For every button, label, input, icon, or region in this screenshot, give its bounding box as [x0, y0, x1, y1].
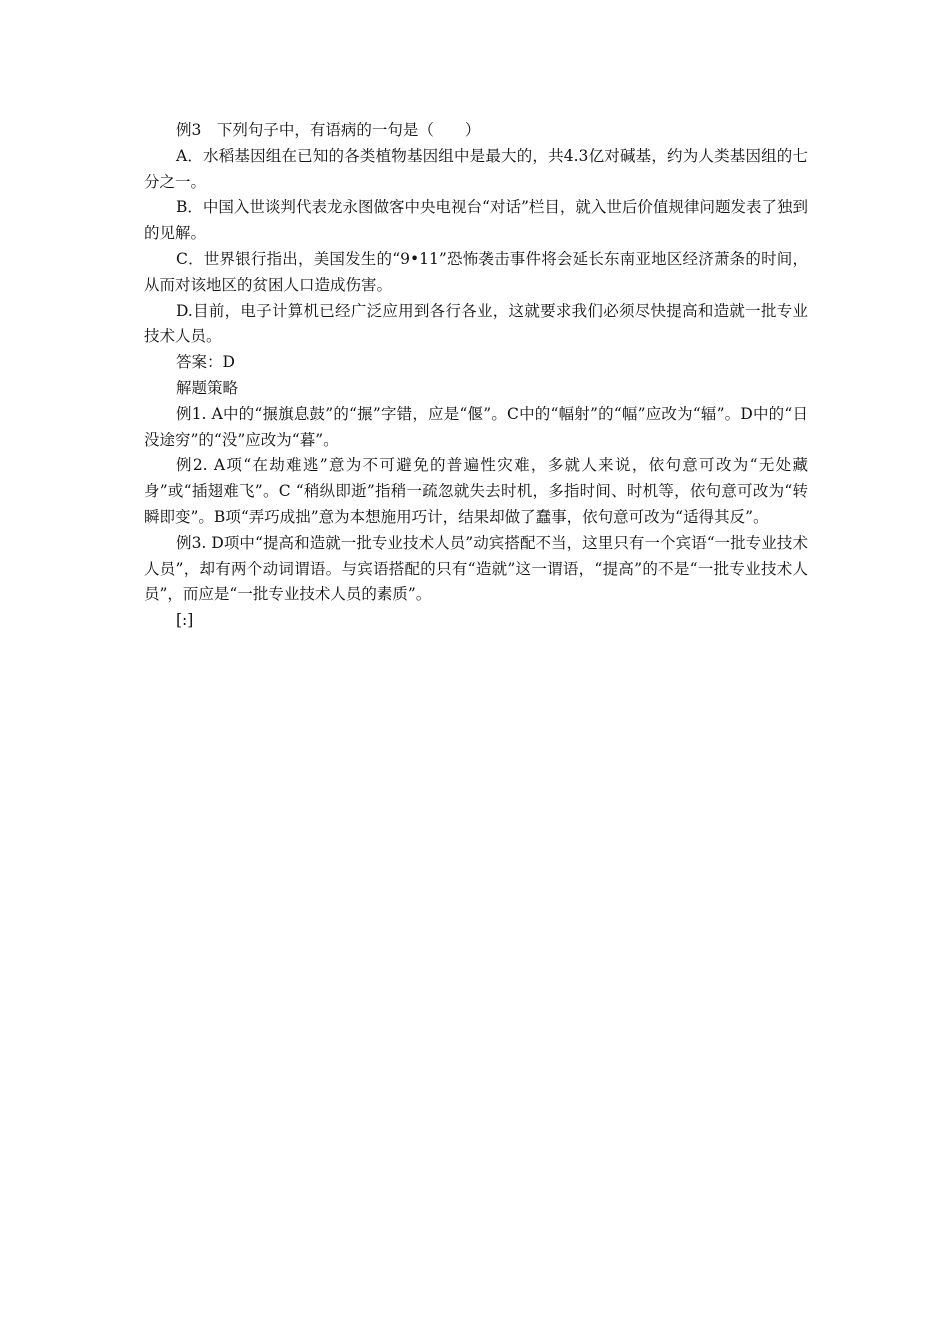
question-stem: 例3 下列句子中，有语病的一句是（ ）: [176, 121, 481, 139]
option-c: C．世界银行指出，美国发生的“9•11”恐怖袭击事件将会延长东南亚地区经济萧条的时间，从而对该地区的贫困人口造成伤害。: [144, 249, 808, 294]
strategy-heading: 解题策略: [176, 378, 239, 397]
explanation-example-1: 例1. A中的“搌旗息鼓”的“搌”字错，应是“偃”。C中的“幅射”的“幅”应改为“辐”。D中的“日没途穷”的“没”应改为“暮”。: [144, 404, 808, 449]
explanation-example-2: 例2. A项“在劫难逃”意为不可避免的普遍性灾难，多就人来说，依句意可改为“无处藏身”或“插翅难飞”。C “稍纵即逝”指稍一疏忽就失去时机，多指时间、时机等，依句意可改为“转瞬即变”。B项“弄巧成拙”意为本想施用巧计，结果却做了蠢事，依句意可改为“适得其反”。: [144, 456, 808, 526]
trailing-marker: [:]: [176, 611, 194, 630]
option-b: B．中国入世谈判代表龙永图做客中央电视台“对话”栏目，就入世后价值规律问题发表了独到的见解。: [144, 198, 808, 243]
answer-line: 答案：D: [176, 353, 235, 372]
explanation-example-3: 例3. D项中“提高和造就一批专业技术人员”动宾搭配不当，这里只有一个宾语“一批专业技术人员”，却有两个动词谓语。与宾语搭配的只有“造就”这一谓语，“提高”的不是“一批专业技术人员”，而应是“一批专业技术人员的素质”。: [144, 533, 808, 604]
option-a: A．水稻基因组在已知的各类植物基因组中是最大的，共4.3亿对碱基，约为人类基因组的七分之一。: [144, 146, 808, 191]
document-body: [144, 118, 808, 634]
option-d: D.目前，电子计算机已经广泛应用到各行各业，这就要求我们必须尽快提高和造就一批专业技术人员。: [144, 301, 808, 346]
